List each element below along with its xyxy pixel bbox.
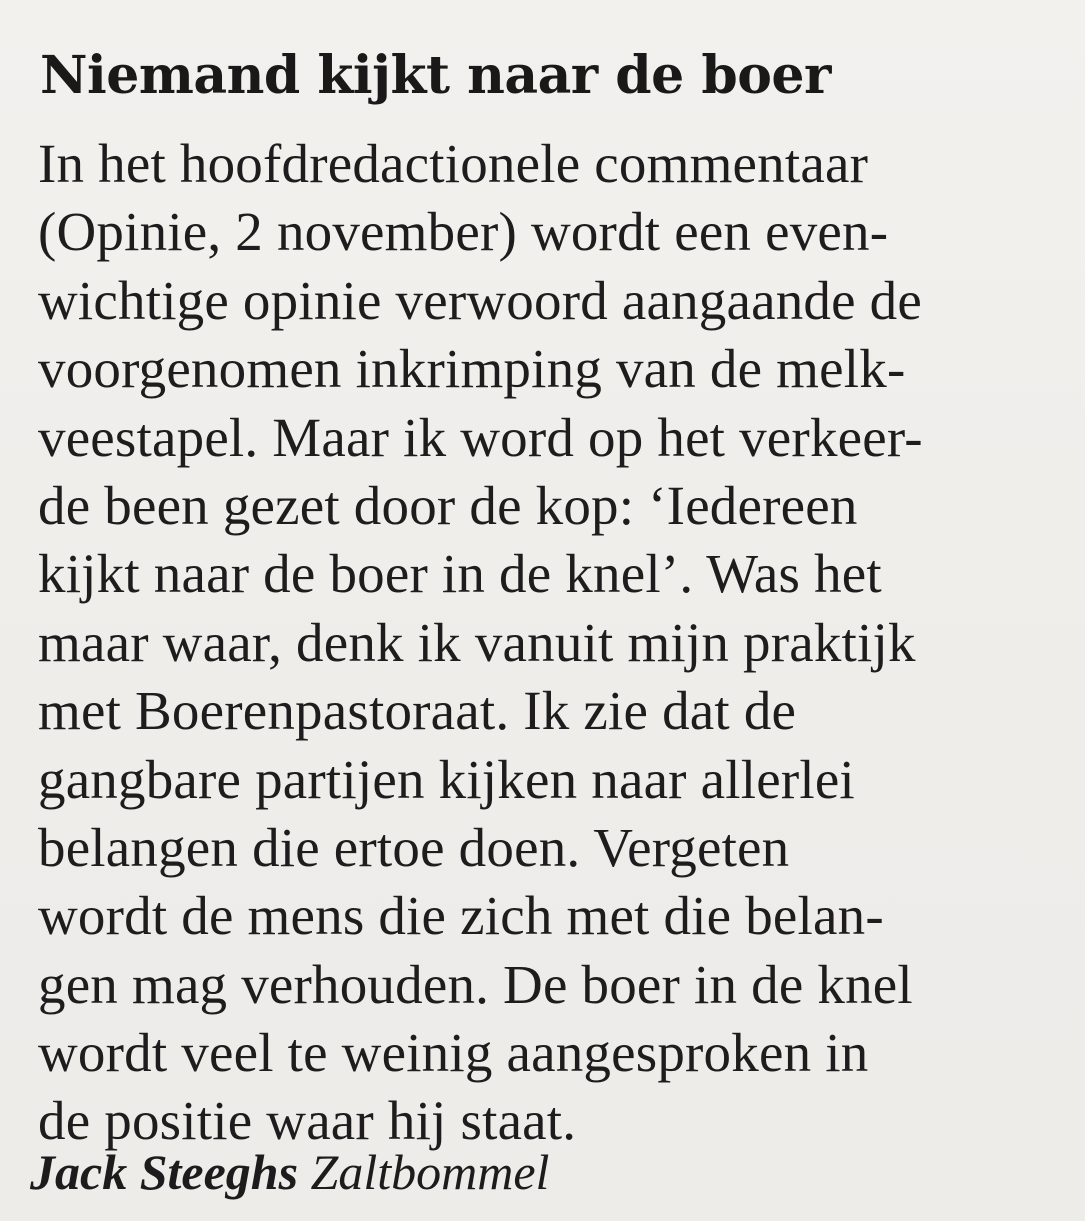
body-line: wichtige opinie verwoord aangaande de (38, 269, 922, 331)
body-line: gangbare partijen kijken naar allerlei (38, 748, 855, 810)
body-line: wordt de mens die zich met die belan- (38, 885, 884, 947)
body-line: de been gezet door de kop: ‘Iedereen (38, 474, 858, 536)
body-line: maar waar, denk ik vanuit mijn praktijk (38, 611, 916, 673)
body-line: (Opinie, 2 november) wordt een even- (38, 201, 889, 263)
author-place: Zaltbommel (310, 1144, 550, 1200)
body-line: veestapel. Maar ik word op het verkeer- (38, 406, 923, 468)
body-line: In het hoofdredactionele commentaar (38, 133, 869, 194)
article-headline: Niemand kijkt naar de boer (40, 45, 831, 106)
body-line: gen mag verhouden. De boer in de knel (38, 953, 913, 1015)
body-line: kijkt naar de boer in de knel’. Was het (38, 543, 882, 605)
body-line: belangen die ertoe doen. Vergeten (38, 816, 790, 878)
body-line: wordt veel te weinig aangesproken in (38, 1022, 869, 1084)
body-line: voorgenomen inkrimping van de melk- (38, 338, 906, 400)
body-line: met Boerenpastoraat. Ik zie dat de (38, 680, 797, 742)
article-signature (30, 1138, 549, 1206)
author-name: Jack Steeghs (30, 1144, 299, 1200)
article-body (38, 130, 1068, 1156)
body-line: de positie waar hij staat. (38, 1090, 577, 1152)
